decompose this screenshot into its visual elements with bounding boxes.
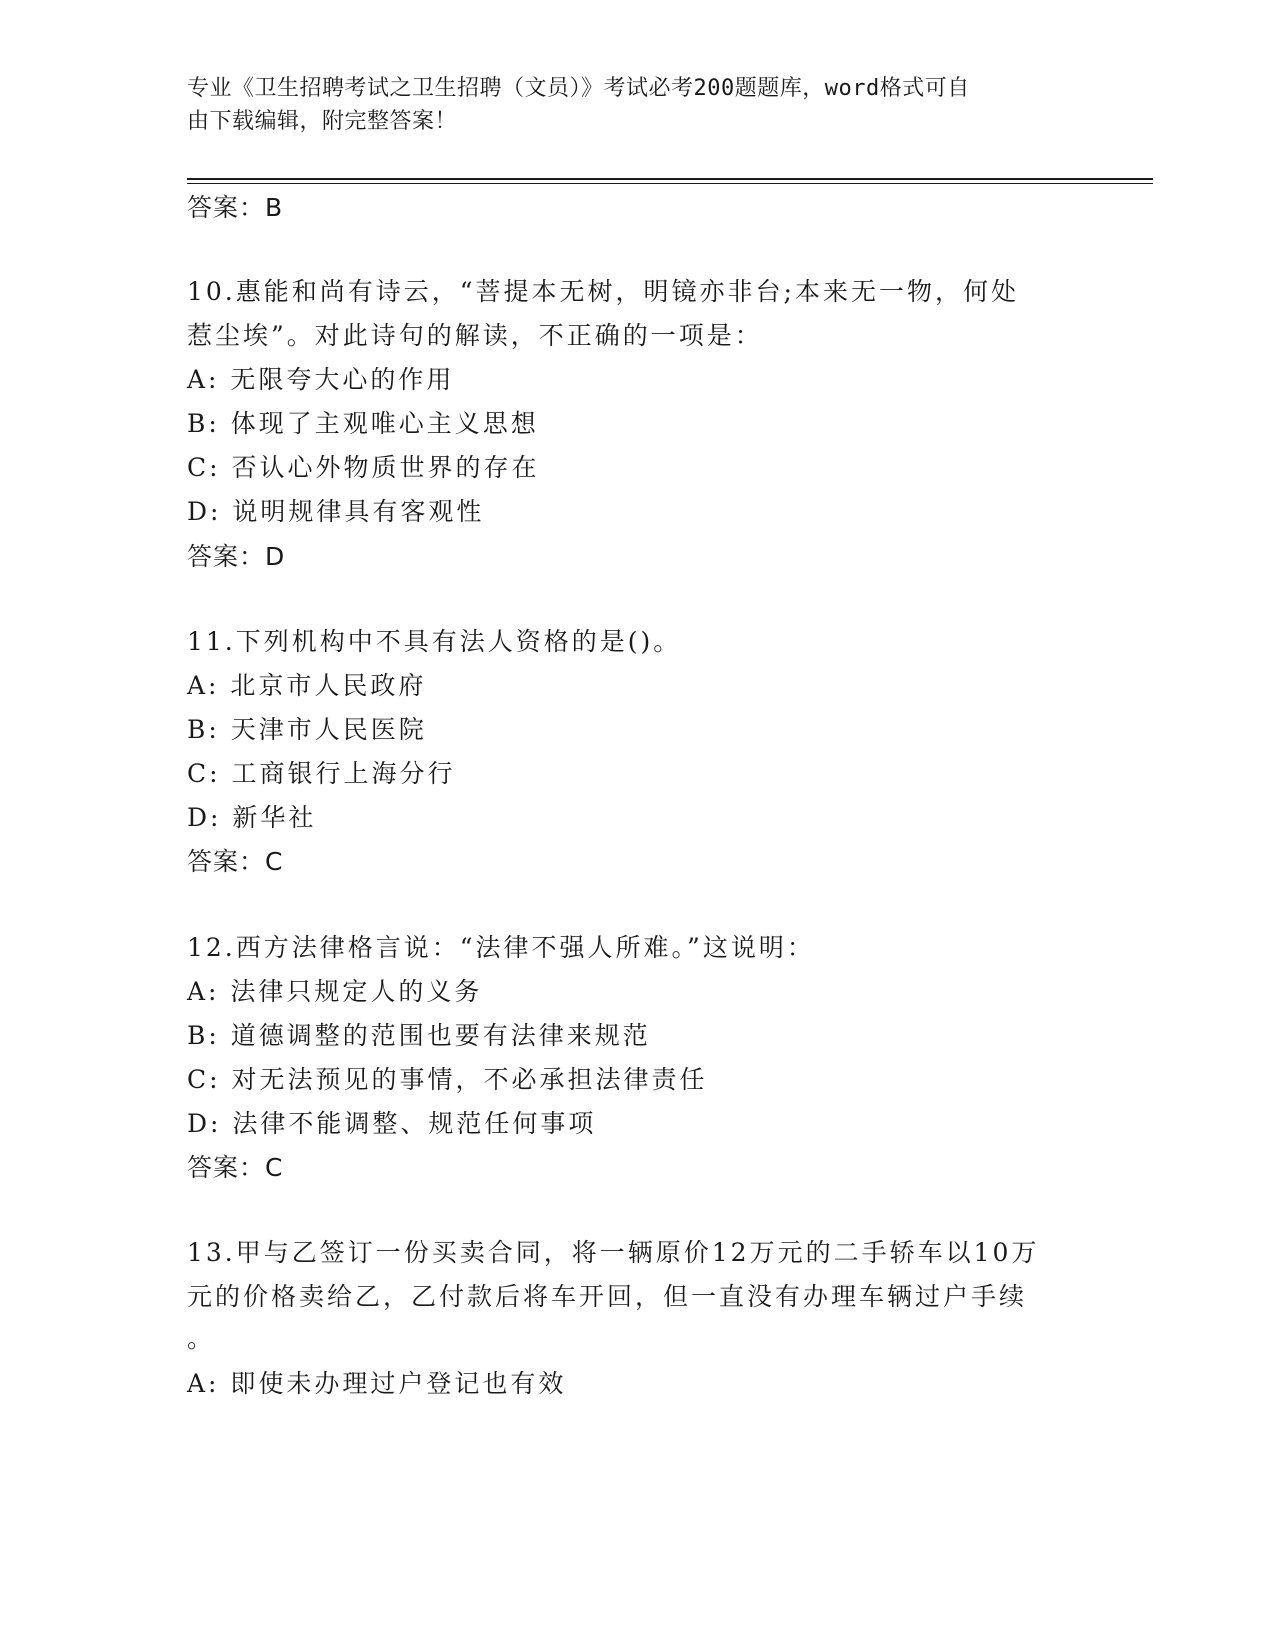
header-line-2: 由下载编辑，附完整答案！ <box>187 109 458 134</box>
q12-option-c: C: 对无法预见的事情，不必承担法律责任 <box>187 1065 708 1094</box>
q11-option-d: D: 新华社 <box>187 803 317 832</box>
q12-stem-line-1: 12.西方法律格言说：“法律不强人所难。”这说明： <box>187 933 815 962</box>
q10-option-b: B: 体现了主观唯心主义思想 <box>187 409 539 438</box>
q13-stem-line-2: 元的价格卖给乙，乙付款后将车开回，但一直没有办理车辆过户手续 <box>187 1282 1028 1311</box>
header-divider-thick <box>187 178 1153 180</box>
q13-option-a: A: 即使未办理过户登记也有效 <box>187 1369 567 1398</box>
answer-q11: 答案：C <box>187 847 284 876</box>
q12-option-a: A: 法律只规定人的义务 <box>187 977 483 1006</box>
answer-q9: 答案：B <box>187 193 284 222</box>
q10-stem-line-2: 惹尘埃”。对此诗句的解读，不正确的一项是： <box>187 321 763 350</box>
q13-stem-line-3: 。 <box>187 1324 216 1353</box>
document-header <box>187 72 1067 138</box>
answer-q12: 答案：C <box>187 1153 284 1182</box>
q11-stem-line-1: 11.下列机构中不具有法人资格的是()。 <box>187 627 682 656</box>
answer-q10: 答案：D <box>187 542 286 571</box>
q12-option-d: D: 法律不能调整、规范任何事项 <box>187 1109 597 1138</box>
q12-option-b: B: 道德调整的范围也要有法律来规范 <box>187 1021 651 1050</box>
q13-stem-line-1: 13.甲与乙签订一份买卖合同，将一辆原价12万元的二手轿车以10万 <box>187 1238 1040 1267</box>
q11-option-b: B: 天津市人民医院 <box>187 715 427 744</box>
q10-option-c: C: 否认心外物质世界的存在 <box>187 453 540 482</box>
q11-option-a: A: 北京市人民政府 <box>187 671 427 700</box>
q10-stem-line-1: 10.惠能和尚有诗云，“菩提本无树，明镜亦非台;本来无一物，何处 <box>187 277 1019 306</box>
q11-option-c: C: 工商银行上海分行 <box>187 759 456 788</box>
header-line-1: 专业《卫生招聘考试之卫生招聘（文员）》考试必考200题题库，word格式可自 <box>187 76 970 101</box>
header-divider-thin <box>187 183 1153 184</box>
q10-option-a: A: 无限夸大心的作用 <box>187 365 455 394</box>
q10-option-d: D: 说明规律具有客观性 <box>187 497 485 526</box>
